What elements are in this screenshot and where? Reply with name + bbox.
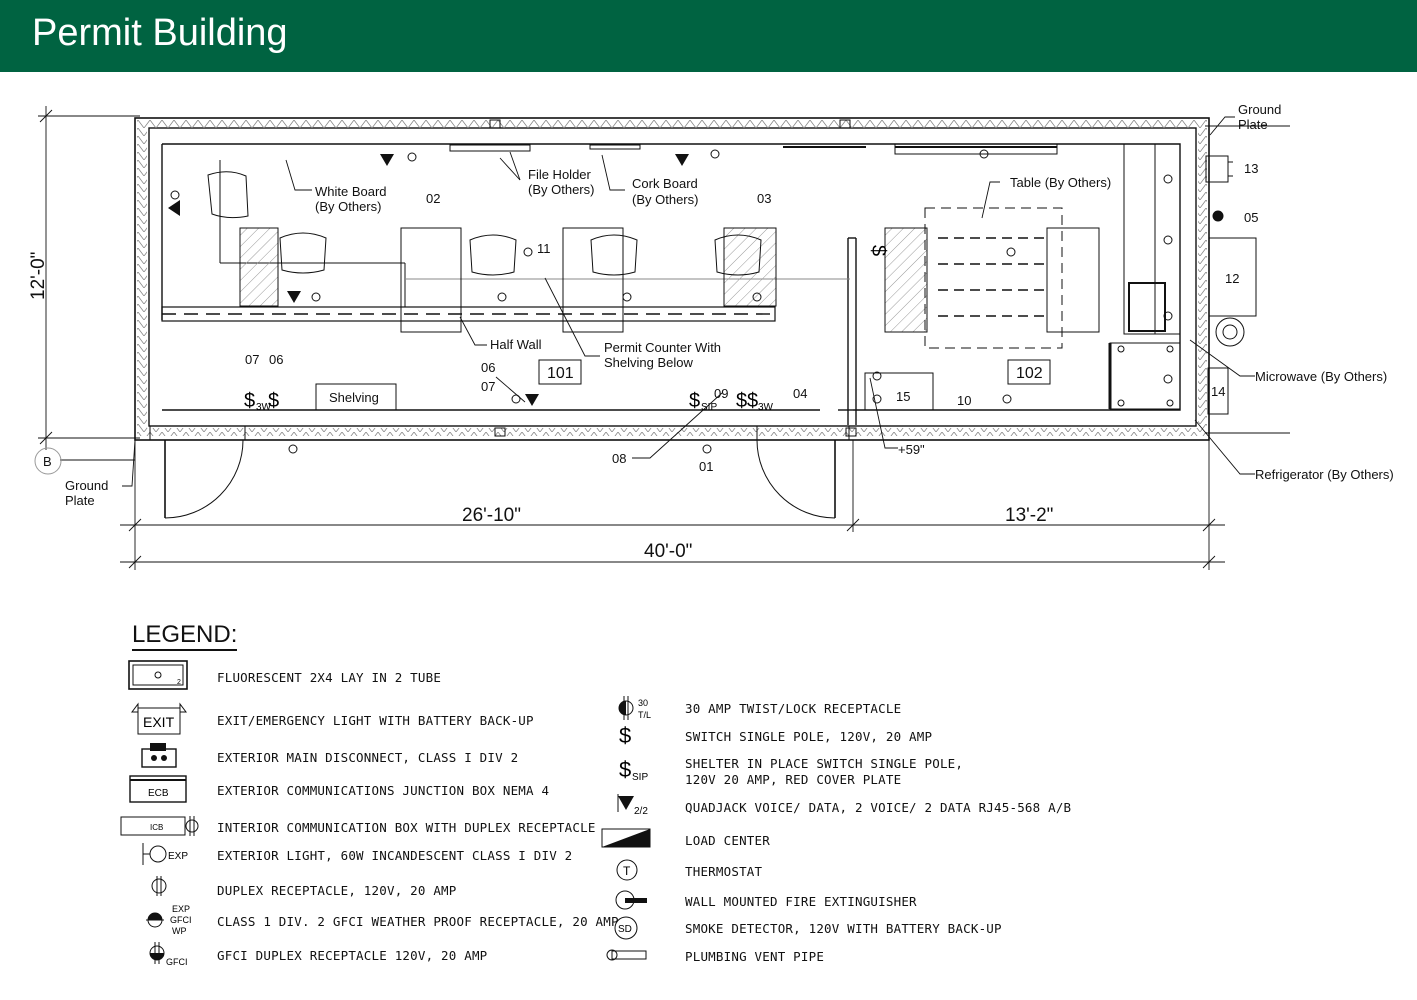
legend-item-switch: SWITCH SINGLE POLE, 120V, 20 AMP (685, 729, 933, 744)
legend-item-thermostat: THERMOSTAT (685, 864, 763, 879)
svg-text:2/2: 2/2 (634, 806, 648, 817)
gfci-receptacle-icon (146, 940, 196, 968)
cork-board-label: Cork Board (632, 176, 698, 191)
twist-lock-receptacle-icon (616, 694, 662, 724)
svg-text:2: 2 (177, 679, 181, 686)
legend-item-ecb: EXTERIOR COMMUNICATIONS JUNCTION BOX NEMA 4 (217, 783, 550, 798)
legend-item-load-center: LOAD CENTER (685, 833, 770, 848)
exit-light-icon (130, 702, 190, 736)
switch-3w-left: $ (244, 390, 256, 412)
switch-right-2: $ (747, 390, 759, 412)
thermostat-icon (614, 857, 640, 883)
tag-12: 12 (1225, 271, 1240, 286)
svg-text:ECB: ECB (148, 788, 169, 799)
ecb-icon (128, 774, 190, 804)
vent-pipe-icon (604, 946, 652, 964)
keyed-tags (245, 161, 1258, 474)
mount-height: +59" (898, 442, 925, 457)
legend-item-sip-switch-line2: 120V 20 AMP, RED COVER PLATE (685, 772, 902, 787)
legend-item-exterior-light: EXTERIOR LIGHT, 60W INCANDESCENT CLASS I DIV 2 (217, 848, 573, 863)
gfci-wp-receptacle-icon (144, 902, 200, 938)
legend-item-duplex: DUPLEX RECEPTACLE, 120V, 20 AMP (217, 883, 457, 898)
switch-room-102: $ (867, 245, 889, 257)
main-disconnect-icon (138, 741, 180, 771)
tag-09: 09 (714, 386, 729, 401)
permit-counter-label-2: Shelving Below (604, 355, 693, 370)
white-board-label-2: (By Others) (315, 199, 382, 214)
legend-item-fire-extinguisher: WALL MOUNTED FIRE EXTINGUISHER (685, 894, 917, 909)
load-center-icon (600, 826, 654, 850)
exterior-light-icon (140, 841, 198, 867)
tag-02: 02 (426, 191, 441, 206)
switch-left-2: $ (268, 390, 280, 412)
tag-14: 14 (1211, 384, 1226, 399)
ground-plate-top-label: Ground (1238, 102, 1282, 117)
tag-03: 03 (757, 191, 772, 206)
microwave-label: Microwave (By Others) (1255, 369, 1388, 384)
tag-13: 13 (1244, 161, 1259, 176)
switch-right-1: $ (736, 390, 748, 412)
svg-text:$: $ (619, 757, 632, 782)
switch-sip: $ (689, 390, 701, 412)
svg-text:EXP: EXP (172, 904, 191, 914)
legend-title: LEGEND: (132, 622, 237, 651)
svg-text:GFCI: GFCI (170, 915, 192, 925)
permit-counter-label: Permit Counter With (604, 340, 722, 355)
tag-08: 08 (612, 451, 627, 466)
tag-05: 05 (1244, 210, 1259, 225)
legend-item-gfci: GFCI DUPLEX RECEPTACLE 120V, 20 AMP (217, 948, 488, 963)
svg-text:T: T (623, 864, 631, 878)
fluorescent-fixture-icon (128, 660, 190, 692)
refrigerator-label: Refrigerator (By Others) (1255, 467, 1394, 482)
duplex-receptacle-icon (148, 874, 170, 898)
switch-icon (616, 722, 640, 748)
svg-text:WP: WP (172, 926, 187, 936)
tag-04: 04 (793, 386, 808, 401)
grid-bubble-label: B (43, 454, 52, 469)
svg-text:T/L: T/L (638, 710, 652, 720)
room-number-101: 101 (547, 365, 574, 382)
legend-item-icb: INTERIOR COMMUNICATION BOX WITH DUPLEX RECEPTACLE (217, 820, 596, 835)
legend-item-fluorescent: FLUORESCENT 2X4 LAY IN 2 TUBE (217, 670, 442, 685)
icb-icon (120, 814, 202, 838)
cork-board-label-2: (By Others) (632, 192, 699, 207)
legend-item-exit: EXIT/EMERGENCY LIGHT WITH BATTERY BACK-UP (217, 713, 534, 728)
svg-text:SD: SD (618, 924, 632, 935)
fire-extinguisher-icon (612, 887, 652, 913)
quadjack-icon (614, 792, 656, 818)
table-label: Table (By Others) (1010, 175, 1112, 190)
header-bar (0, 0, 1417, 72)
conference-table (885, 208, 1099, 348)
dimension-height: 12'-0" (28, 251, 49, 300)
ground-plate-bottom-label-2: Plate (65, 493, 95, 508)
tag-07b: 07 (481, 379, 496, 394)
white-board-label: White Board (315, 184, 387, 199)
svg-text:ICB: ICB (150, 823, 164, 832)
tag-06a: 06 (269, 352, 284, 367)
tag-10: 10 (957, 393, 972, 408)
page-title: Permit Building (32, 12, 288, 54)
half-wall-label: Half Wall (490, 337, 542, 352)
room-number-102: 102 (1016, 365, 1043, 382)
ground-plate-bottom-label: Ground (65, 478, 109, 493)
switch-3w-right-sub: 3W (758, 402, 773, 413)
legend-item-sip-switch: SHELTER IN PLACE SWITCH SINGLE POLE, (685, 756, 964, 771)
legend-item-smoke-detector: SMOKE DETECTOR, 120V WITH BATTERY BACK-UP (685, 921, 1002, 936)
svg-text:$: $ (619, 723, 632, 748)
svg-text:30: 30 (638, 698, 649, 708)
legend-item-twist-lock: 30 AMP TWIST/LOCK RECEPTACLE (685, 701, 902, 716)
sip-switch-icon (616, 756, 662, 784)
file-holder-label: File Holder (528, 167, 591, 182)
shelving-label: Shelving (329, 390, 379, 405)
dimension-right-width: 13'-2" (1005, 505, 1054, 526)
tag-11: 11 (537, 241, 551, 256)
legend-item-quadjack: QUADJACK VOICE/ DATA, 2 VOICE/ 2 DATA RJ45-568 A/B (685, 800, 1072, 815)
tag-15: 15 (896, 389, 911, 404)
tag-07a: 07 (245, 352, 260, 367)
legend-item-vent-pipe: PLUMBING VENT PIPE (685, 949, 825, 964)
switch-sip-sub: SIP (701, 402, 718, 413)
file-holder-label-2: (By Others) (528, 182, 595, 197)
dimension-total-width: 40'-0" (644, 541, 693, 562)
legend-item-main-disconnect: EXTERIOR MAIN DISCONNECT, CLASS I DIV 2 (217, 750, 519, 765)
tag-06b: 06 (481, 360, 496, 375)
floor-plan (0, 72, 1417, 592)
svg-text:GFCI: GFCI (166, 957, 188, 967)
ground-plate-top-label-2: Plate (1238, 117, 1268, 132)
svg-text:SIP: SIP (632, 772, 649, 783)
smoke-detector-icon (612, 914, 642, 942)
svg-text:EXIT: EXIT (143, 714, 175, 730)
tag-01: 01 (699, 459, 714, 474)
switch-3w-left-sub: 3W (256, 402, 271, 413)
dimension-left-width: 26'-10" (462, 505, 521, 526)
legend-item-gfci-wp: CLASS 1 DIV. 2 GFCI WEATHER PROOF RECEPTACLE, 20 AMP (217, 914, 619, 929)
svg-text:EXP: EXP (168, 851, 189, 862)
